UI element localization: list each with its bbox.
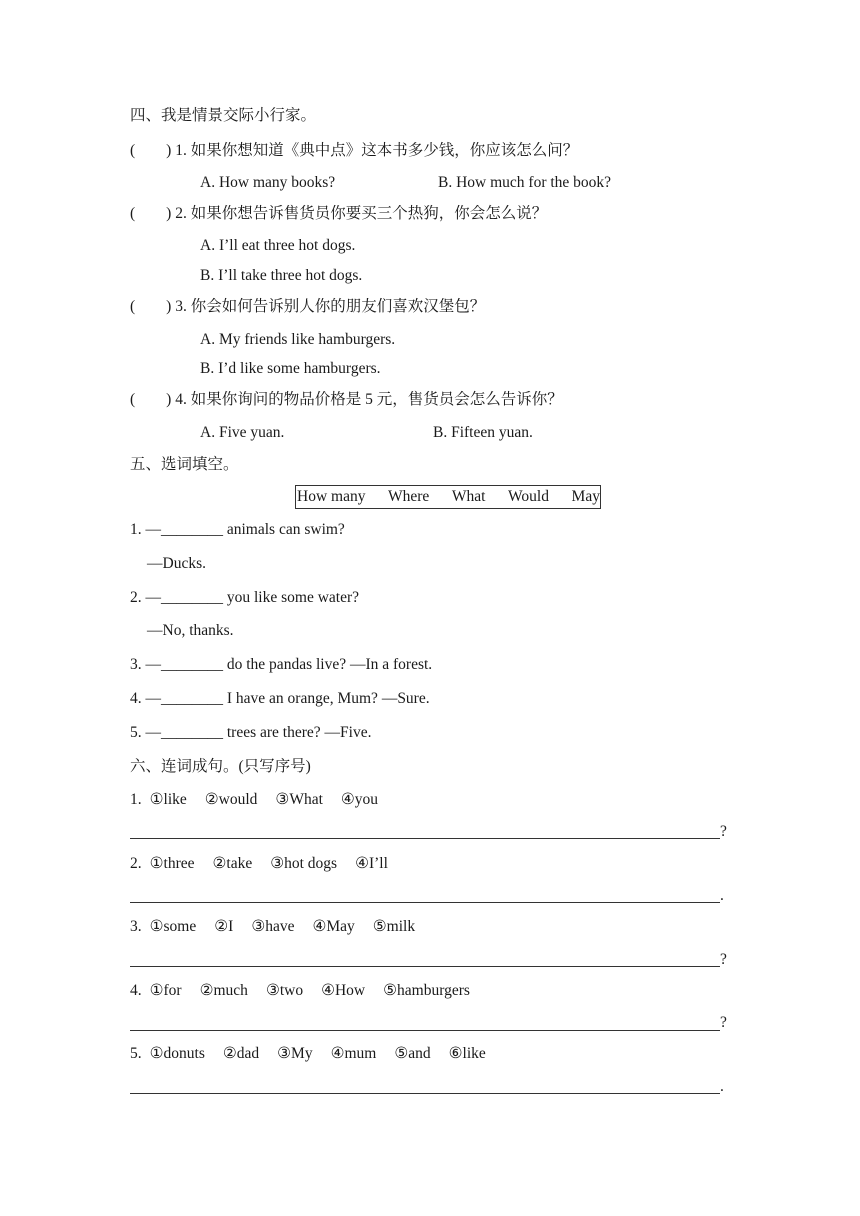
section5-title: 五、选词填空。 [130, 456, 239, 473]
question-prefix: ( ) 3. [130, 298, 187, 315]
sentence-item-1 [130, 790, 396, 810]
question-text: 你会如何告诉别人你的朋友们喜欢汉堡包？ [190, 298, 486, 315]
answer-line[interactable] [130, 902, 720, 903]
sentence-item-4 [130, 981, 488, 1001]
answer-line[interactable] [130, 838, 720, 839]
question-text: 如果你想知道《典中点》这本书多少钱，你应该怎么问？ [190, 142, 579, 159]
fill-item-2-answer: —No, thanks. [147, 622, 234, 639]
word-token: ③two [265, 982, 304, 999]
word-token: ②would [204, 791, 258, 808]
fill-item-4: 4. —________ I have an orange, Mum? —Sure. [130, 690, 430, 707]
question-2 [130, 204, 547, 224]
word-token: ④I’ll [355, 855, 388, 872]
question-3 [130, 297, 485, 317]
item-number: 3. [130, 918, 142, 935]
word-token: ⑤milk [372, 918, 416, 935]
word-token: ①for [149, 982, 182, 999]
word-bank-item: May [571, 488, 600, 505]
end-punctuation: ? [720, 951, 727, 968]
option-a: A. How many books? [200, 174, 336, 191]
end-punctuation: ? [720, 823, 727, 840]
fill-item-1: 1. —________ animals can swim? [130, 521, 345, 538]
word-bank [295, 485, 601, 509]
option-a: A. Five yuan. [200, 424, 285, 441]
question-text: 如果你询问的物品价格是 5 元，售货员会怎么告诉你？ [190, 391, 563, 408]
word-token: ⑤and [394, 1045, 431, 1062]
answer-line[interactable] [130, 1093, 720, 1094]
option-a: A. I’ll eat three hot dogs. [200, 237, 356, 254]
fill-item-5: 5. —________ trees are there? —Five. [130, 724, 372, 741]
sentence-item-3 [130, 917, 433, 937]
word-token: ④you [340, 791, 379, 808]
word-bank-item: How many [297, 488, 366, 505]
option-a: A. My friends like hamburgers. [200, 331, 396, 348]
section4-title: 四、我是情景交际小行家。 [130, 107, 317, 124]
word-token: ①like [149, 791, 187, 808]
word-token: ④How [321, 982, 366, 999]
section6-title: 六、连词成句。(只写序号) [130, 758, 311, 775]
option-b: B. Fifteen yuan. [433, 424, 533, 441]
word-token: ②much [199, 982, 248, 999]
item-number: 2. [130, 855, 142, 872]
word-token: ①three [149, 855, 195, 872]
option-b: B. I’ll take three hot dogs. [200, 267, 363, 284]
item-number: 5. [130, 1045, 142, 1062]
fill-item-1-answer: —Ducks. [147, 555, 206, 572]
question-4 [130, 390, 563, 410]
item-number: 1. [130, 791, 142, 808]
question-text: 如果你想告诉售货员你要买三个热狗，你会怎么说？ [190, 205, 548, 222]
fill-item-2: 2. —________ you like some water? [130, 589, 360, 606]
word-token: ③have [251, 918, 295, 935]
word-token: ②dad [222, 1045, 260, 1062]
question-prefix: ( ) 2. [130, 205, 187, 222]
option-b: B. How much for the book? [438, 174, 612, 191]
fill-item-3: 3. —________ do the pandas live? —In a forest. [130, 656, 433, 673]
sentence-item-5 [130, 1044, 504, 1064]
word-token: ③My [277, 1045, 313, 1062]
word-token: ②take [212, 855, 253, 872]
end-punctuation: ? [720, 1014, 727, 1031]
question-1 [130, 141, 578, 161]
word-bank-item: Where [388, 488, 430, 505]
word-token: ③hot dogs [270, 855, 338, 872]
question-prefix: ( ) 4. [130, 391, 187, 408]
item-number: 4. [130, 982, 142, 999]
sentence-item-2 [130, 854, 406, 874]
end-punctuation: . [720, 1078, 724, 1095]
option-b: B. I’d like some hamburgers. [200, 360, 381, 377]
word-token: ②I [214, 918, 234, 935]
word-token: ①donuts [149, 1045, 205, 1062]
word-token: ①some [149, 918, 197, 935]
end-punctuation: . [720, 887, 724, 904]
word-bank-item: What [451, 488, 486, 505]
word-token: ④May [312, 918, 355, 935]
answer-line[interactable] [130, 966, 720, 967]
word-token: ③What [275, 791, 323, 808]
question-prefix: ( ) 1. [130, 142, 187, 159]
word-token: ⑥like [448, 1045, 486, 1062]
word-bank-item: Would [508, 488, 549, 505]
word-token: ④mum [330, 1045, 377, 1062]
word-token: ⑤hamburgers [383, 982, 470, 999]
answer-line[interactable] [130, 1030, 720, 1031]
